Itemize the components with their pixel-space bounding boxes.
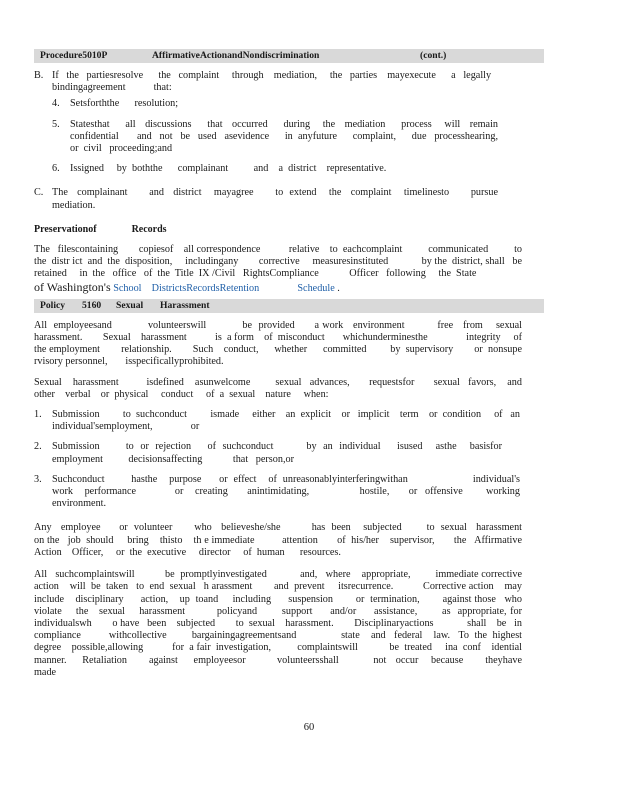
numbered-item-number: 1.: [34, 409, 42, 421]
numbered-item-text: Submission to or rejection of suchconduct by an individual isused asthe basisfor employment decisionsaffecting that person,or: [52, 441, 505, 465]
sub-item-number: 4.: [52, 98, 60, 110]
policy-label: Policy: [40, 299, 66, 311]
item-b: [34, 70, 544, 94]
policy-paragraph: Sexual harassment isdefined asunwelcome sexual advances, requestsfor sexual favors, and other verbal or physical conduct of a sexual nature when:: [34, 376, 525, 400]
sub-item: [52, 163, 544, 175]
numbered-item-number: 2.: [34, 441, 42, 453]
procedure-header-bar: [34, 49, 544, 63]
sub-item: [52, 119, 544, 156]
numbered-item: [34, 474, 544, 511]
closing-paragraph: All suchcomplaintswill be promptlyinvestigated and, where appropriate, immediate corrective action will be taken to end sexual h arassment and prevent itsrecurrence. Corrective action may include disciplinary action, up toand including suspension or termination, against those who violate the sexual harassment policyand support and/or assistance, as appropriate, for individualswh o have been subjected to sexual harassment. Disciplinaryactions shall be in compliance withcollective bargainingagreementsand state and federal law. To the highest degree possible,allowing for a fair investigation, complaintswill be treated ina conf idential manner. Retaliation against employeesor volunteersshall not occur because theyhave made: [34, 569, 543, 678]
policy-number: 5160: [82, 299, 102, 311]
policy-paragraph: All employeesand volunteerswill be provided a work environment free from sexual harassment. Sexual harassment is a form of misconduct whichunderminesthe integrity of the employment relationship. Such conduct, whether committed by supervisory or nonsupe rvisory personnel, isspecificallyprohibited.: [34, 319, 533, 368]
sentence-end: .: [334, 282, 340, 294]
sub-item-number: 5.: [52, 118, 60, 130]
sub-item-text: Setsforththe resolution;: [70, 98, 179, 110]
numbered-item-text: Suchconduct hasthe purpose or effect of unreasonablyinterferingwithan individual's work performance or creating anintimidating, hostile, or offensive working environment.: [52, 473, 536, 510]
preservation-text: The filescontaining copiesof all correspondence relative to eachcomplaint communicated to the distr ict and the disposition, includingany corrective measuresinstituted by the district, shall be retained in the office of the Title IX /Civil RightsCompliance Officer following the State: [34, 244, 528, 280]
item-b-label: B.: [34, 70, 44, 81]
preservation-last-line: [34, 281, 544, 295]
document-page: [34, 49, 544, 679]
numbered-item-number: 3.: [34, 473, 42, 485]
sub-item-number: 6.: [52, 163, 60, 175]
item-b-line2: bindingagreement that:: [52, 82, 172, 94]
sub-item-text: Statesthat all discussions that occurred during the mediation process will remain confidential and not be used asevidence in anyfuture complaint, due processhearing, or civil proceeding;and: [70, 118, 501, 155]
numbered-list: [34, 409, 544, 510]
item-c-label: C.: [34, 187, 44, 199]
policy-title-word2: Harassment: [160, 299, 210, 311]
item-c-text: The complainant and district mayagree to extend the complaint timelinesto pursue mediation.: [52, 187, 501, 211]
closing-paragraph: Any employee or volunteer who believeshe/she has been subjected to sexual harassment on the job should bring thisto th e immediate attention of his/her supervisor, the Affirmative Action Officer, or the executive director of human resources.: [34, 522, 545, 558]
numbered-item: [34, 409, 544, 433]
item-c: [34, 187, 544, 211]
numbered-item-text: Submission to suchconduct ismade either an explicit or implicit term or condition of an individual'semployment, or: [52, 409, 523, 433]
sub-item: [52, 98, 544, 110]
policy-header-bar: [34, 299, 544, 313]
page-number: 60: [303, 722, 315, 733]
continued-label: (cont.): [420, 50, 447, 61]
policy-title-word1: Sexual: [116, 299, 144, 311]
procedure-title: AffirmativeActionandNondiscrimination: [152, 50, 320, 61]
sub-item-text: Issigned by boththe complainant and a district representative.: [70, 163, 387, 175]
sub-item-list: [52, 98, 544, 175]
item-b-line1: If the partiesresolve the complaint through mediation, the parties mayexecute a legally: [52, 70, 492, 81]
section-heading-preservation: Preservationof Records: [34, 223, 167, 235]
numbered-item: [34, 441, 544, 465]
records-schedule-link[interactable]: School DistrictsRecordsRetention Schedule: [113, 282, 335, 294]
state-name: of Washington's: [34, 279, 111, 294]
procedure-number: Procedure5010P: [40, 50, 108, 61]
